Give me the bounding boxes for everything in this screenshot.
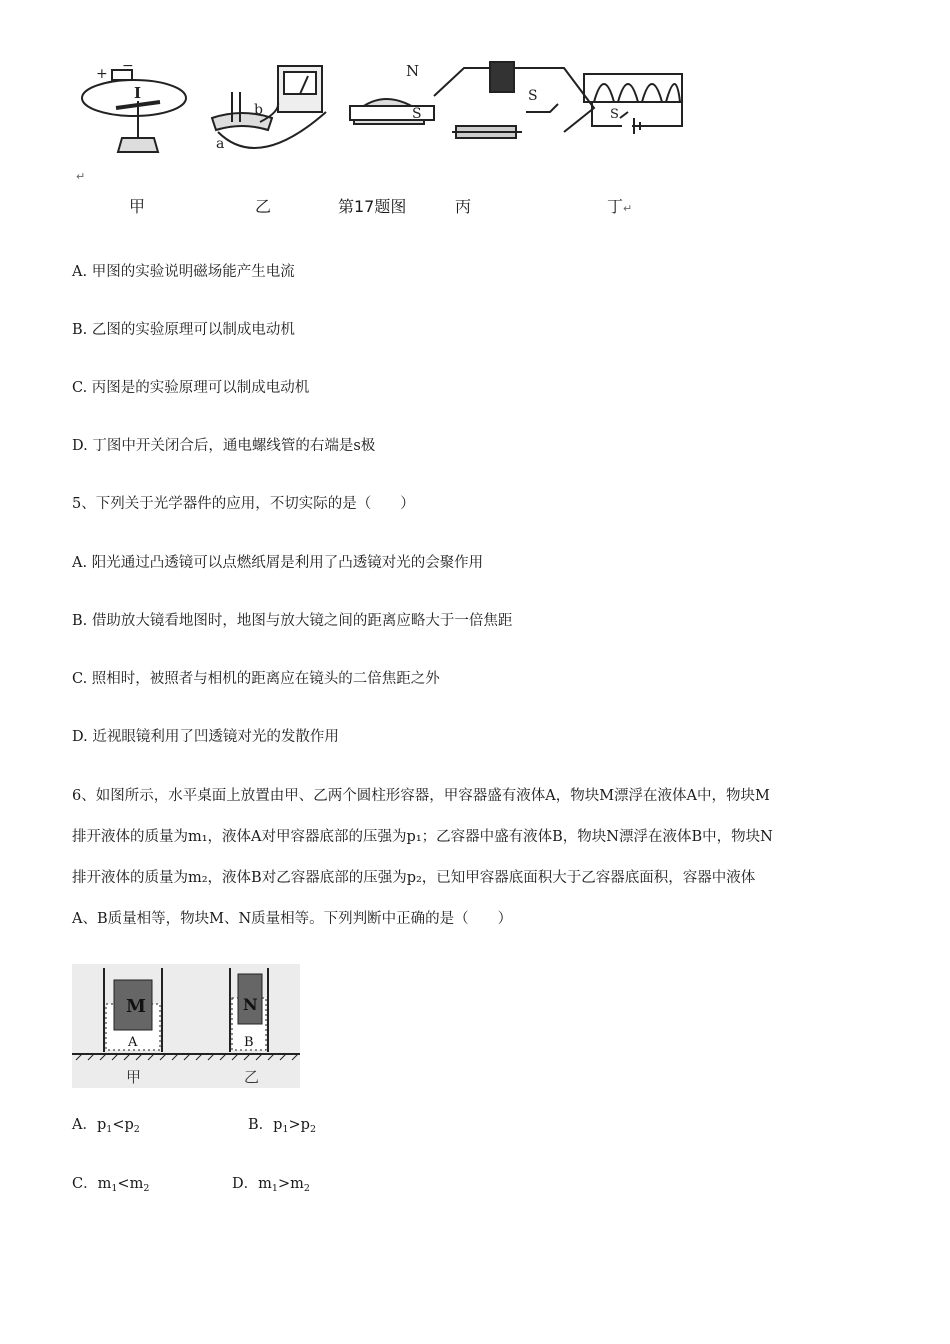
q5-stem: 5、下列关于光学器件的应用，不切实际的是（ ） xyxy=(72,496,415,512)
q5-option-c: C. 照相时，被照者与相机的距离应在镜头的二倍焦距之外 xyxy=(72,671,440,687)
switch-label-ding: S xyxy=(610,107,619,122)
block-m-label: M xyxy=(126,996,146,1017)
caption-ding xyxy=(607,194,632,217)
q5-option-b: B. 借助放大镜看地图时，地图与放大镜之间的距离应略大于一倍焦距 xyxy=(72,613,513,629)
q5-option-a: A. 阳光通过凸透镜可以点燃纸屑是利用了凸透镜对光的会聚作用 xyxy=(72,555,484,571)
fig-bing-motor-circuit xyxy=(350,62,594,138)
b-label: b xyxy=(254,102,263,118)
caption-yi-q6: 乙 xyxy=(244,1068,260,1086)
current-label: I xyxy=(134,84,142,102)
return-mark: ↵ xyxy=(76,170,86,183)
q6-stem-line-1: 6、如图所示，水平桌面上放置由甲、乙两个圆柱形容器，甲容器盛有液体A，物块M漂浮在液体A中，物块M xyxy=(72,788,770,804)
block-n-label: N xyxy=(243,995,258,1014)
figure-17-apparatus xyxy=(72,56,697,168)
minus-label: − xyxy=(122,58,134,74)
q4-option-c: C. 丙图是的实验原理可以制成电动机 xyxy=(72,380,310,396)
fig-yi-galvanometer xyxy=(212,66,326,148)
a-label: a xyxy=(216,136,225,152)
fig-jia-current-compass xyxy=(82,70,186,152)
q4-option-d: D. 丁图中开关闭合后，通电螺线管的右端是s极 xyxy=(72,438,376,454)
fig-ding-solenoid xyxy=(584,74,682,134)
plus-label: + xyxy=(96,66,108,82)
return-mark: ↵ xyxy=(623,202,633,215)
south-label: S xyxy=(412,106,422,122)
caption-ding-text: 丁 xyxy=(607,197,624,216)
q6-stem-line-4: A、B质量相等，物块M、N质量相等。下列判断中正确的是（ ） xyxy=(72,911,513,927)
liquid-b-label: B xyxy=(244,1035,254,1050)
switch-label-bing: S xyxy=(528,88,538,104)
q6-containers-figure xyxy=(72,964,300,1088)
caption-figure-17: 第17题图 xyxy=(338,197,407,216)
q6-stem-line-3: 排开液体的质量为m₂，液体B对乙容器底部的压强为p₂，已知甲容器底面积大于乙容器底面积，容器中液体 xyxy=(72,870,756,886)
q4-option-a: A. 甲图的实验说明磁场能产生电流 xyxy=(72,264,295,280)
caption-yi: 乙 xyxy=(255,197,272,216)
q6-option-a: A．$p_1<p_2$ xyxy=(72,1117,140,1135)
q6-option-d: D．$m_1>m_2$ xyxy=(232,1176,310,1194)
caption-bing: 丙 xyxy=(455,197,472,216)
q4-option-b: B. 乙图的实验原理可以制成电动机 xyxy=(72,322,295,338)
q5-option-d: D. 近视眼镜利用了凹透镜对光的发散作用 xyxy=(72,729,339,745)
liquid-a-label: A xyxy=(128,1035,138,1050)
caption-jia: 甲 xyxy=(129,197,146,216)
north-label: N xyxy=(406,62,420,80)
q6-stem-line-2: 排开液体的质量为m₁，液体A对甲容器底部的压强为p₁；乙容器中盛有液体B，物块N漂浮在液体B中，物块N xyxy=(72,829,773,845)
caption-jia-q6: 甲 xyxy=(126,1068,142,1086)
q6-option-b: B．$p_1>p_2$ xyxy=(248,1117,316,1135)
q6-option-c: C．$m_1<m_2$ xyxy=(72,1176,150,1194)
